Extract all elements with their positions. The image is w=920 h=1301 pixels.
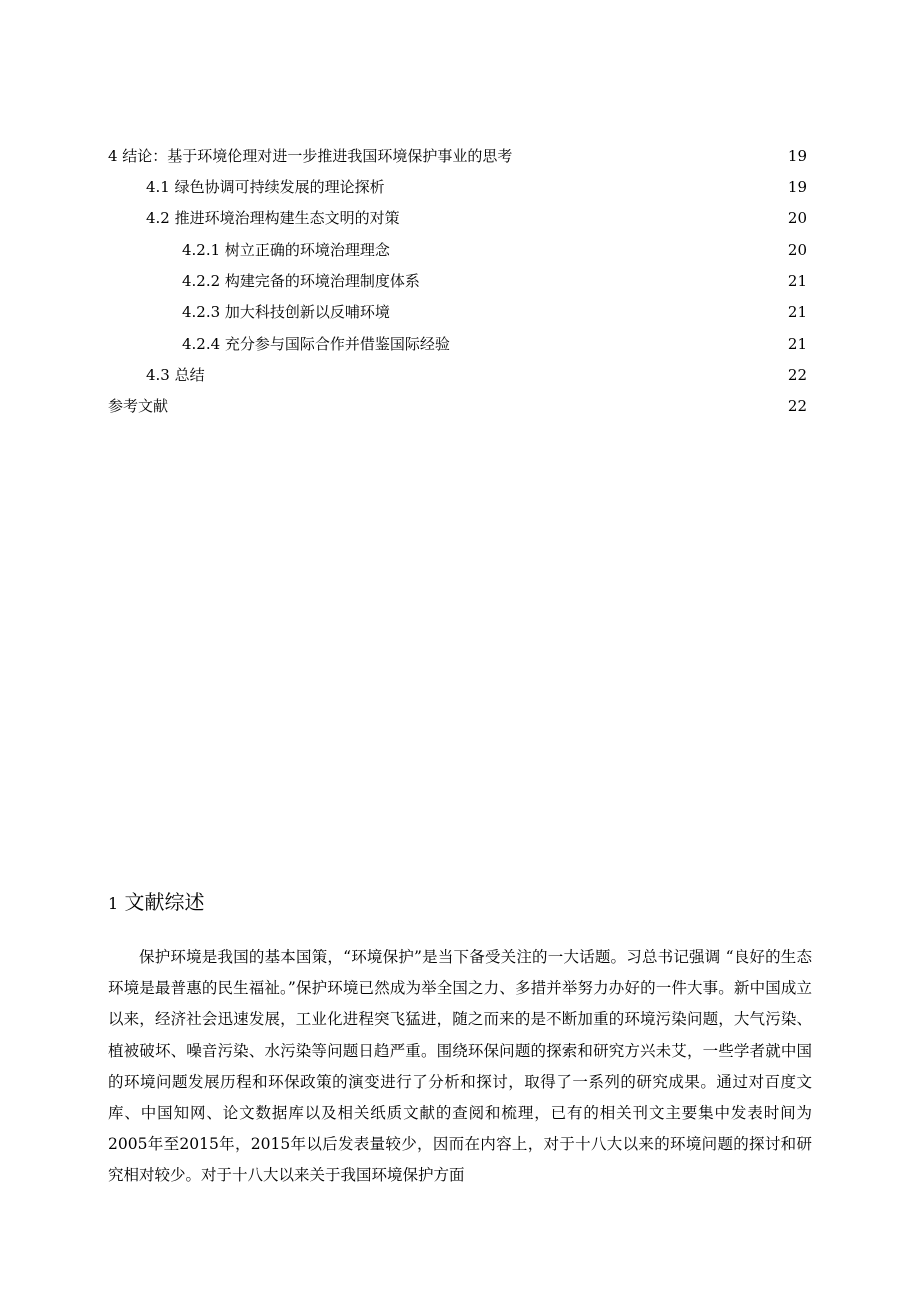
toc-entry-4-1[interactable]: [0, 175, 920, 199]
section-number: 1: [108, 894, 119, 913]
toc-entry-4-2-2[interactable]: [0, 269, 920, 293]
toc-entry-label: 4.2.2 构建完备的环境治理制度体系: [182, 272, 420, 290]
toc-entry-page: 21: [787, 272, 807, 290]
toc-entry-page: 21: [787, 335, 807, 353]
toc-entry-4-2-3[interactable]: [0, 300, 920, 324]
section-paragraph: 保护环境是我国的基本国策，“环境保护”是当下备受关注的一大话题。习总书记强调 “良好的生态环境是最普惠的民生福祉。”保护环境已然成为举全国之力、多措并举努力办好的一件大事。新中国成立以来，经济社会迅速发展，工业化进程突飞猛进，随之而来的是不断加重的环境污染问题，大气污染、植被破坏、噪音污染、水污染等问题日趋严重。围绕环保问题的探索和研究方兴未艾，一些学者就中国的环境问题发展历程和环保政策的演变进行了分析和探讨，取得了一系列的研究成果。通过对百度文库、中国知网、论文数据库以及相关纸质文献的查阅和梳理，已有的相关刊文主要集中发表时间为2005年至2015年，2015年以后发表量较少，因而在内容上，对于十八大以来的环境问题的探讨和研究相对较少。对于十八大以来关于我国环境保护方面: [108, 948, 812, 1185]
toc-entry-page: 20: [787, 209, 807, 227]
toc-entry-references[interactable]: [0, 394, 920, 418]
toc-entry-label: 4.1 绿色协调可持续发展的理论探析: [146, 178, 385, 196]
section-heading: [108, 888, 205, 918]
toc-entry-page: 19: [787, 147, 807, 165]
toc-entry-label: 4.3 总结: [146, 366, 205, 384]
toc-entry-label: 4.2.4 充分参与国际合作并借鉴国际经验: [182, 335, 450, 353]
toc-entry-label: 4.2 推进环境治理构建生态文明的对策: [146, 209, 400, 227]
toc-entry-4-2-1[interactable]: [0, 238, 920, 262]
toc-entry-4-2[interactable]: [0, 206, 920, 230]
section-title: 文献综述: [124, 890, 205, 914]
toc-entry-page: 20: [787, 241, 807, 259]
toc-entry-page: 22: [787, 366, 807, 384]
toc-entry-page: 22: [787, 397, 807, 415]
toc-entry-4[interactable]: [0, 144, 920, 168]
toc-entry-label: 4 结论：基于环境伦理对进一步推进我国环境保护事业的思考: [108, 147, 513, 165]
toc-entry-4-3[interactable]: [0, 363, 920, 387]
toc-entry-4-2-4[interactable]: [0, 332, 920, 356]
toc-entry-page: 21: [787, 303, 807, 321]
toc-entry-label: 4.2.3 加大科技创新以反哺环境: [182, 303, 390, 321]
toc-entry-label: 参考文献: [108, 397, 169, 415]
toc-entry-page: 19: [787, 178, 807, 196]
toc-entry-label: 4.2.1 树立正确的环境治理理念: [182, 241, 390, 259]
